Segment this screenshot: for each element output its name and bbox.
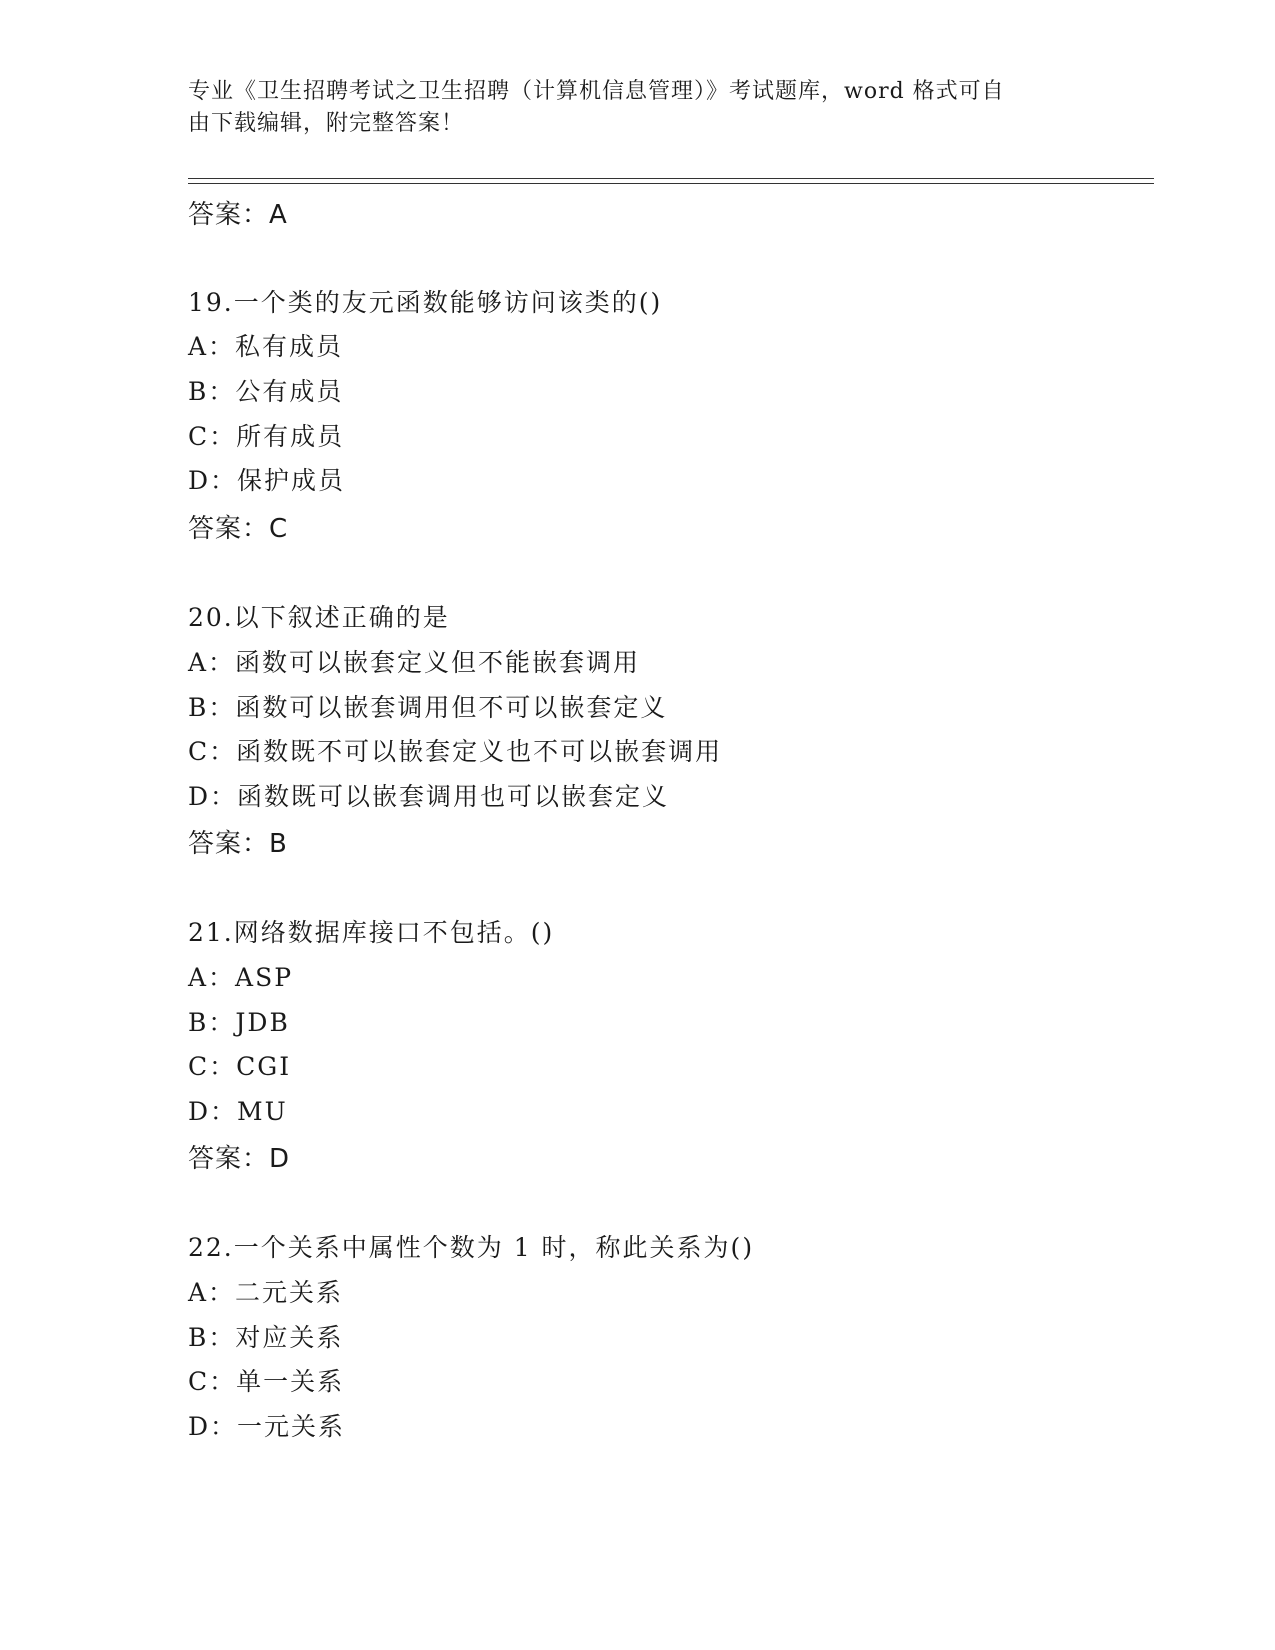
question-21-option-c: C：CGI bbox=[188, 1052, 292, 1081]
question-22-option-c: C：单一关系 bbox=[188, 1367, 345, 1396]
header-rule-top bbox=[188, 178, 1154, 179]
question-19-answer: 答案：C bbox=[188, 514, 289, 544]
question-20-option-a: A：函数可以嵌套定义但不能嵌套调用 bbox=[188, 648, 641, 677]
question-19-option-a: A：私有成员 bbox=[188, 332, 344, 361]
question-22-option-d: D：一元关系 bbox=[188, 1412, 346, 1441]
question-20-option-b: B：函数可以嵌套调用但不可以嵌套定义 bbox=[188, 693, 668, 722]
question-21-option-a: A：ASP bbox=[188, 963, 294, 992]
header-line-2: 由下载编辑，附完整答案！ bbox=[188, 111, 465, 136]
question-20-option-c: C：函数既不可以嵌套定义也不可以嵌套调用 bbox=[188, 737, 723, 766]
question-22-option-a: A：二元关系 bbox=[188, 1278, 344, 1307]
question-19-option-d: D：保护成员 bbox=[188, 466, 346, 495]
question-20-stem: 20.以下叙述正确的是 bbox=[188, 603, 450, 632]
question-21-option-b: B：JDB bbox=[188, 1008, 290, 1037]
question-21-option-d: D：MU bbox=[188, 1097, 288, 1126]
header-rule-bottom bbox=[188, 183, 1154, 184]
document-header bbox=[188, 76, 1088, 140]
header-line-1: 专业《卫生招聘考试之卫生招聘（计算机信息管理）》考试题库，word 格式可自 bbox=[188, 79, 1005, 104]
answer-prev: 答案：A bbox=[188, 200, 288, 230]
question-20-answer: 答案：B bbox=[188, 829, 288, 859]
question-22-option-b: B：对应关系 bbox=[188, 1323, 344, 1352]
question-19-stem: 19.一个类的友元函数能够访问该类的() bbox=[188, 288, 663, 317]
question-19-option-c: C：所有成员 bbox=[188, 422, 345, 451]
question-20-option-d: D：函数既可以嵌套调用也可以嵌套定义 bbox=[188, 782, 670, 811]
question-21-stem: 21.网络数据库接口不包括。() bbox=[188, 918, 555, 947]
question-22-stem: 22.一个关系中属性个数为 1 时，称此关系为() bbox=[188, 1233, 755, 1262]
question-21-answer: 答案：D bbox=[188, 1144, 291, 1174]
question-19-option-b: B：公有成员 bbox=[188, 377, 344, 406]
